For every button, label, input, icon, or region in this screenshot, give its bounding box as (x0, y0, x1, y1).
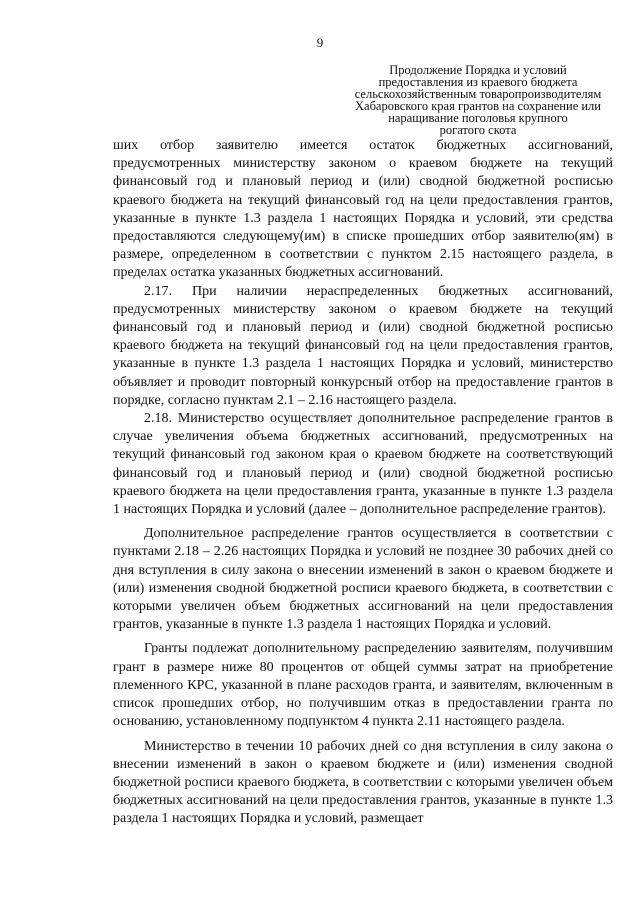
header-line: Продолжение Порядка и условий (389, 63, 567, 77)
document-header (343, 64, 613, 136)
paragraph-2-17: 2.17. При наличии нераспределенных бюджетных ассигнований, предусмотренных министерству законом о краевом бюджете на текущий финансовый год и плановый период и (или) сводной бюджетной росписью краевого бюджета на текущий финансовый год на цели предоставления грантов, указанные в пункте 1.3 раздела 1 настоящих Порядка и условий, министерство объявляет и проводит повторный конкурсный отбор на предоставление грантов в порядке, согласно пунктам 2.1 – 2.16 настоящего раздела. (113, 283, 613, 408)
header-line: наращивание поголовья крупного (388, 111, 568, 125)
header-line: рогатого скота (439, 123, 517, 137)
paragraph-2-18: 2.18. Министерство осуществляет дополнительное распределение грантов в случае увеличения объема бюджетных ассигнований, предусмотренных на текущий финансовый год законом края о краевом бюджете на соответствующий финансовый год и плановый период и (или) сводной бюджетной росписью краевого бюджета на цели предоставления гранта, указанные в пункте 1.3 раздела 1 настоящих Порядка и условий (далее – дополнительное распределение грантов). (113, 411, 613, 518)
header-line: Хабаровского края грантов на сохранение или (355, 99, 601, 113)
header-line: сельскохозяйственным товаропроизводителям (354, 87, 602, 101)
document-body (113, 137, 613, 829)
page-number: 9 (316, 35, 324, 50)
paragraph-continuation: ших отбор заявителю имеется остаток бюджетных ассигнований, предусмотренных министерству законом о краевом бюджете на текущий финансовый год и плановый период и (или) сводной бюджетной росписью краевого бюджета на текущий финансовый год на цели предоставления грантов, указанные в пункте 1.3 раздела 1 настоящих Порядка и условий, эти средства предоставляются следующему(им) в списке прошедших отбор заявителю(ям) в размере, определенном в соответствии с пунктом 2.15 настоящего раздела, в пределах остатка указанных бюджетных ассигнований. (113, 138, 613, 281)
paragraph-additional-distribution: Дополнительное распределение грантов осуществляется в соответствии с пунктами 2.18 – 2.26 настоящих Порядка и условий не позднее 30 рабочих дней со дня вступления в силу закона о внесении изменений в закон о краевом бюджете и (или) изменения сводной бюджетной росписи краевого бюджета, в соответствии с которыми увеличен объем бюджетных ассигнований на цели предоставления грантов, указанные в пункте 1.3 раздела 1 настоящих Порядка и условий. (113, 526, 613, 633)
paragraph-grant-eligibility: Гранты подлежат дополнительному распределению заявителям, получившим грант в размере ниже 80 процентов от общей суммы затрат на приобретение племенного КРС, указанной в плане расходов гранта, и заявителям, включенным в список прошедших отбор, но получившим отказ в предоставлении гранта по основанию, установленному подпунктом 4 пункта 2.11 настоящего раздела. (113, 641, 613, 730)
header-line: предоставления из краевого бюджета (378, 75, 578, 89)
paragraph-ministry-deadline: Министерство в течении 10 рабочих дней со дня вступления в силу закона о внесении изменений в закон о краевом бюджете и (или) изменения сводной бюджетной росписи краевого бюджета, в соответствии с которыми увеличен объем бюджетных ассигнований на цели предоставления грантов, указанные в пункте 1.3 раздела 1 настоящих Порядка и условий, размещает (113, 738, 613, 827)
